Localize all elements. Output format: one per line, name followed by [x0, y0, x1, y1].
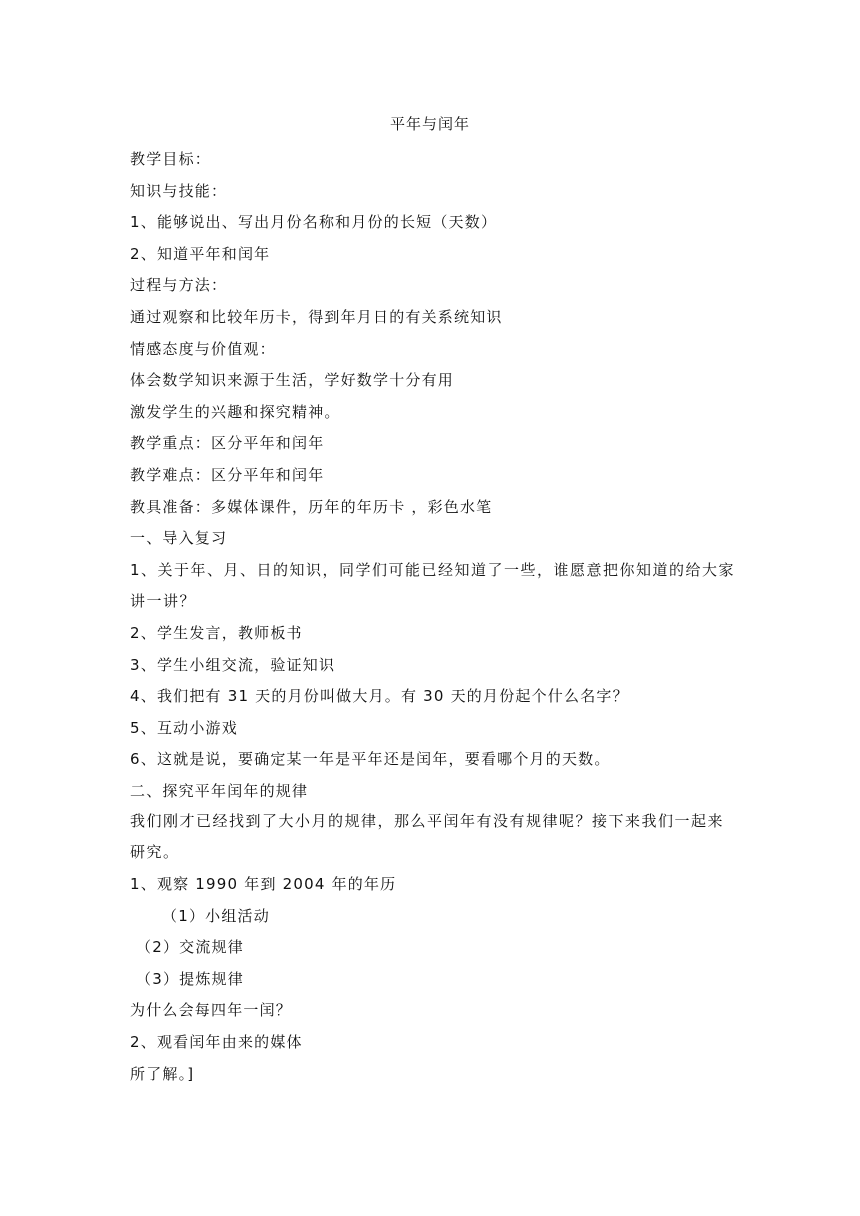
- document-body: [130, 144, 740, 1090]
- text-line: 教学重点：区分平年和闰年: [130, 434, 325, 453]
- text-line: 2、观看闰年由来的媒体: [130, 1033, 303, 1052]
- text-line: 情感态度与价值观：: [130, 339, 276, 358]
- text-line: 3、学生小组交流，验证知识: [130, 655, 336, 674]
- text-line: 2、学生发言，教师板书: [130, 623, 303, 642]
- text-line: 知识与技能：: [130, 181, 228, 200]
- text-line: 体会数学知识来源于生活，学好数学十分有用: [130, 371, 455, 390]
- section-heading: 一、导入复习: [130, 529, 228, 548]
- text-line: 教具准备：多媒体课件，历年的年历卡 ，彩色水笔: [130, 497, 493, 516]
- section-heading: 二、探究平年闰年的规律: [130, 781, 309, 800]
- text-line: 为什么会每四年一闰？: [130, 1001, 293, 1020]
- text-paragraph: 我们刚才已经找到了大小月的规律，那么平闰年有没有规律呢？接下来我们一起来研究。: [130, 811, 725, 862]
- text-line: 教学目标：: [130, 150, 212, 168]
- text-line: 1、观察 1990 年到 2004 年的年历: [130, 875, 397, 894]
- text-line: 教学难点：区分平年和闰年: [130, 465, 325, 484]
- text-line: 2、知道平年和闰年: [130, 244, 271, 263]
- text-line: 通过观察和比较年历卡，得到年月日的有关系统知识: [130, 307, 503, 326]
- text-line: 1、能够说出、写出月份名称和月份的长短（天数）: [130, 213, 498, 232]
- text-line: 5、互动小游戏: [130, 718, 238, 737]
- text-paragraph: 1、关于年、月、日的知识，同学们可能已经知道了一些，谁愿意把你知道的给大家讲一讲？: [130, 560, 736, 611]
- text-line: 所了解。]: [130, 1064, 195, 1083]
- text-line: 4、我们把有 31 天的月份叫做大月。有 30 天的月份起个什么名字？: [130, 687, 629, 706]
- text-line: 激发学生的兴趣和探究精神。: [130, 402, 341, 421]
- text-line: （1）小组活动: [162, 906, 270, 925]
- text-line: （3）提炼规律: [136, 969, 244, 988]
- text-line: （2）交流规律: [136, 938, 244, 957]
- text-line: 6、这就是说，要确定某一年是平年还是闰年，要看哪个月的天数。: [130, 750, 611, 769]
- text-line: 过程与方法：: [130, 276, 228, 295]
- document-title: 平年与闰年: [389, 115, 470, 133]
